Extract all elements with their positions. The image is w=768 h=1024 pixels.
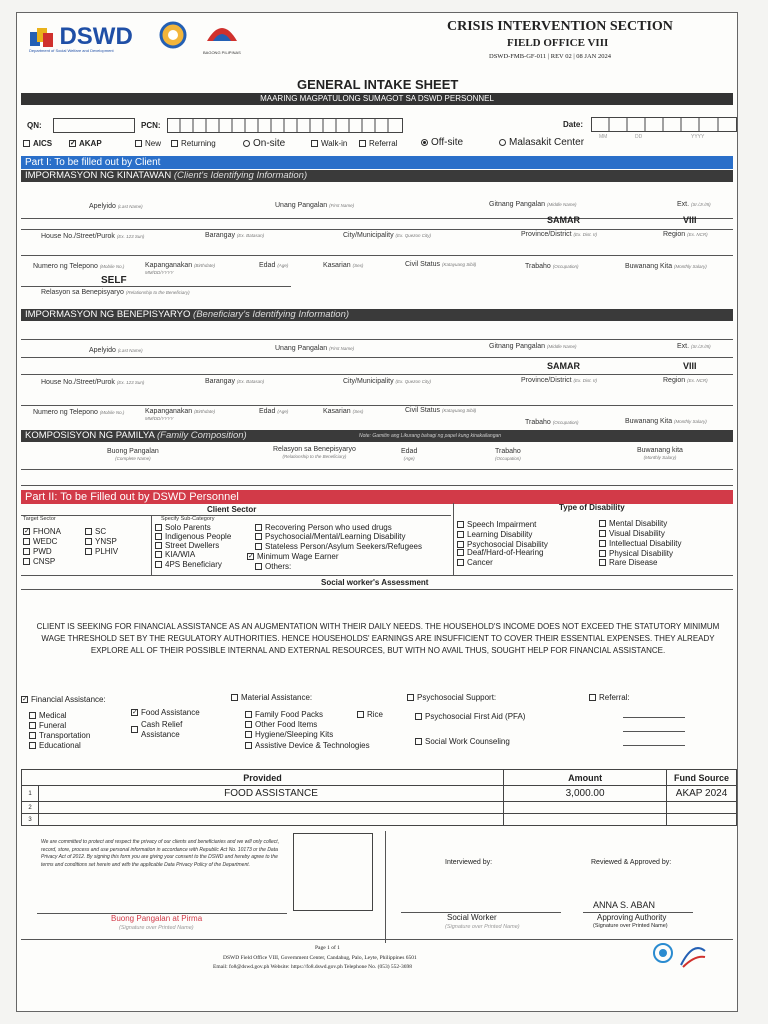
ben-ext-label: Ext. (Sr./Jr./III) (677, 343, 711, 350)
ben-sex-label: Kasarian (Sex) (323, 408, 364, 415)
disability-rare[interactable]: Rare Disease (599, 558, 657, 567)
table-row (22, 814, 737, 826)
onsite-radio[interactable]: On-site (243, 138, 285, 149)
provided-amount[interactable] (504, 814, 667, 826)
client-phone-label: Numero ng Telepono (Mobile No.) (33, 263, 125, 270)
subcat-stateless[interactable]: Stateless Person/Asylum Seekers/Refugees (255, 542, 422, 551)
table-row (22, 802, 737, 814)
iso-certification-icon (651, 943, 675, 974)
ben-city-label: City/Municipality (Ex. Quezon City) (343, 378, 432, 385)
fa-cash-relief[interactable]: Cash Relief Assistance (131, 720, 182, 740)
family-bar: KOMPOSISYON NG PAMILYA (Family Composition) Note: Gamitin ang Likurang bahagi ng papel kung kinakailangan (21, 430, 733, 442)
client-first-label: Unang Pangalan (First Name) (275, 202, 355, 209)
page-number: Page 1 of 1 (315, 945, 340, 951)
subcat-street-dwellers[interactable]: Street Dwellers (155, 541, 219, 550)
qn-label: QN: (27, 121, 42, 130)
title-bar: MAARING MAGPATULONG SUMAGOT SA DSWD PERSONNEL (21, 93, 733, 105)
footer-contact: Email: fo8@dswd.gov.ph Website: https://fo8.dswd.gov.ph Telephone No. (053) 552-3698 (213, 964, 413, 970)
row-number: 2 (22, 802, 39, 814)
client-signature-label: Buong Pangalan at Pirma (111, 914, 203, 923)
beneficiary-info-bar: IMPORMASYON NG BENEPISYARYO (Beneficiary's Identifying Information) (21, 309, 733, 321)
referral-checkbox[interactable]: Referral (359, 139, 397, 148)
dswd-logo-sub: Department of Social Welfare and Development (29, 48, 114, 53)
sector-wedc[interactable]: WEDC (23, 537, 57, 546)
fa-transportation[interactable]: Transportation (29, 731, 90, 740)
disability-physical[interactable]: Physical Disability (599, 549, 673, 558)
reviewed-by-label: Reviewed & Approved by: (591, 859, 672, 866)
bagong-pilipinas-logo (203, 21, 241, 55)
referral-assistance-checkbox[interactable]: Referral: (589, 693, 630, 702)
footer-address: DSWD Field Office VIII, Government Center, Candahug, Palo, Leyte, Philippines 6501 (223, 955, 417, 961)
ben-region-label: Region (Ex. NCR) (663, 377, 708, 384)
ps-pfa[interactable]: Psychosocial First Aid (PFA) (415, 712, 525, 721)
subcat-4ps[interactable]: 4PS Beneficiary (155, 560, 222, 569)
ben-age-label: Edad (Age) (259, 408, 289, 415)
ps-counseling[interactable]: Social Work Counseling (415, 737, 510, 746)
client-work-label: Trabaho (Occupation) (525, 263, 579, 270)
referral-line-1[interactable] (623, 717, 685, 718)
client-brgy-label: Barangay (Ex. Batasan) (205, 232, 265, 239)
provided-amount[interactable]: 3,000.00 (504, 786, 667, 802)
client-civil-label: Civil Status (Katayuang Sibil) (405, 261, 477, 268)
date-hint-dd: DD (635, 134, 643, 140)
disability-visual[interactable]: Visual Disability (599, 529, 665, 538)
client-sector-title: Client Sector (207, 505, 257, 514)
provided-fund[interactable]: AKAP 2024 (667, 786, 737, 802)
client-relation-label: Relasyon sa Benepisyaryo (Relationship to the Beneficiary) (41, 289, 190, 296)
sector-cnsp[interactable]: CNSP (23, 557, 55, 566)
privacy-notice: We are committed to protect and respect the privacy of our clients and beneficiaries and we will only collect, record, store, process and use personal information in accordance with Republic Act No. 10173 or the Data Privacy Act of 2012. By signing this form you are giving your consent to the DSWD and hereby agree to the terms and conditions set herein and with the applicable Data Privacy Policy of the Department. (41, 839, 280, 868)
date-label: Date: (563, 120, 584, 129)
client-age-label: Edad (Age) (259, 262, 289, 269)
photo-box[interactable] (293, 833, 373, 911)
form-code: DSWD-FMB-GF-011 | REV 02 | 08 JAN 2024 (489, 53, 611, 60)
family-col-work: Trabaho (Occupation) (495, 448, 521, 461)
client-region-value: VIII (683, 215, 697, 225)
disability-intellectual[interactable]: Intellectual Disability (599, 539, 681, 548)
client-last-label: Apelyido (Last Name) (89, 203, 143, 210)
date-hint-yyyy: YYYY (691, 134, 705, 140)
provided-fund[interactable] (667, 814, 737, 826)
badge-sub: BAGONG PILIPINAS (203, 50, 241, 55)
material-assistance-checkbox[interactable]: Material Assistance: (231, 693, 312, 702)
family-col-relation: Relasyon sa Benepisyaryo (Relationship to the Beneficiary) (273, 446, 356, 459)
psychosocial-support-checkbox[interactable]: Psychosocial Support: (407, 693, 496, 702)
sector-plhiv[interactable]: PLHIV (85, 547, 118, 556)
ben-house-label: House No./Street/Purok (Ex. 123 Sun) (41, 379, 145, 386)
approver-name: ANNA S. ABAN (593, 900, 656, 910)
provided-item[interactable]: FOOD ASSISTANCE (39, 786, 504, 802)
disability-type-title: Type of Disability (559, 503, 625, 512)
part2-bar: Part II: To be Filled out by DSWD Personnel (21, 490, 733, 504)
akap-checkbox[interactable]: ✓ AKAP (69, 139, 102, 148)
subcat-minimum-wage[interactable]: ✓Minimum Wage Earner (247, 552, 339, 561)
field-office: FIELD OFFICE VIII (507, 37, 609, 49)
dswd-logo (29, 23, 133, 53)
section-title: CRISIS INTERVENTION SECTION (447, 19, 673, 34)
client-city-label: City/Municipality (Ex. Quezon City) (343, 232, 432, 239)
assessment-text: CLIENT IS SEEKING FOR FINANCIAL ASSISTANCE AS AN AUGMENTATION WITH THEIR DAILY NEEDS. THE HOUSEHOLD'S INCOME DOES NOT EXCEED THE STATUTORY MINIMUM WAGE THRESHOLD SET BY THE REGULATORY AUTHORITIES. HENCE HOUSEHOLDS' EARNINGS ARE INSUFFICIENT TO COVER THEIR ESSENTIAL EXPENSES. THEY ALREADY EXPLORE ALL OF THEIR POSSIBLE INTERNAL AND EXTERNAL RESOURCES, BUT WITH NO AVAIL THUS, SOUGHT HELP FOR FINANCIAL ASSISTANCE. (36, 622, 720, 655)
client-sex-label: Kasarian (Sex) (323, 262, 364, 269)
ma-other-food[interactable]: Other Food Items (245, 720, 317, 729)
provided-amount[interactable] (504, 802, 667, 814)
ben-middle-label: Gitnang Pangalan (Middle Name) (489, 343, 577, 350)
fa-medical[interactable]: Medical (29, 711, 67, 720)
family-col-name: Buong Pangalan (Complete Name) (107, 448, 159, 461)
ben-first-label: Unang Pangalan (First Name) (275, 345, 355, 352)
sector-pwd[interactable]: PWD (23, 547, 52, 556)
disability-deaf[interactable]: Deaf/Hard-of-Hearing (457, 548, 543, 557)
returning-checkbox[interactable]: Returning (171, 139, 216, 148)
provided-fund[interactable] (667, 802, 737, 814)
ben-province-value: SAMAR (547, 361, 580, 371)
client-signature-sub: (Signature over Printed Name) (119, 925, 194, 931)
walkin-checkbox[interactable]: Walk-in (311, 139, 347, 148)
col-provided: Provided (22, 770, 504, 786)
provided-table (21, 769, 737, 826)
client-info-bar: IMPORMASYON NG KINATAWAN (Client's Identifying Information) (21, 170, 733, 182)
provided-item[interactable] (39, 802, 504, 814)
dswd-logo-text: DSWD (59, 23, 133, 50)
seal-icon (159, 21, 187, 56)
ma-rice[interactable]: Rice (357, 710, 383, 719)
ben-brgy-label: Barangay (Ex. Batasan) (205, 378, 265, 385)
col-amount: Amount (504, 770, 667, 786)
pcn-field[interactable] (167, 118, 403, 138)
fa-funeral[interactable]: Funeral (29, 721, 66, 730)
table-row (22, 786, 737, 802)
date-field[interactable] (591, 117, 737, 137)
client-middle-label: Gitnang Pangalan (Middle Name) (489, 201, 577, 208)
client-ext-label: Ext. (Sr./Jr./III) (677, 201, 711, 208)
ben-region-value: VIII (683, 361, 697, 371)
approver-sub: (Signature over Printed Name) (593, 923, 668, 929)
offsite-radio[interactable]: Off-site (421, 137, 463, 148)
disability-mental[interactable]: Mental Disability (599, 519, 667, 528)
subcat-solo-parents[interactable]: Solo Parents (155, 523, 211, 532)
interviewed-by-label: Interviewed by: (445, 859, 493, 866)
client-house-label: House No./Street/Purok (Ex. 123 Sun) (41, 233, 145, 240)
sector-fhona[interactable]: ✓FHONA (23, 527, 61, 536)
client-province-value: SAMAR (547, 215, 580, 225)
assessment-title: Social worker's Assessment (321, 578, 429, 587)
disability-speech[interactable]: Speech Impairment (457, 520, 536, 529)
subcat-kia-wia[interactable]: KIA/WIA (155, 550, 195, 559)
family-col-age: Edad (Age) (401, 448, 418, 461)
social-worker-sub: (Signature over Printed Name) (445, 924, 520, 930)
ben-income-label: Buwanang Kita (Monthly Salary) (625, 418, 707, 425)
client-income-label: Buwanang Kita (Monthly Salary) (625, 263, 707, 270)
ma-assistive[interactable]: Assistive Device & Technologies (245, 741, 370, 750)
client-relation-value: SELF (101, 275, 127, 286)
date-hint-mm: MM (599, 134, 608, 140)
disability-psychosocial[interactable]: Psychosocial Disability (457, 540, 548, 549)
ben-civil-label: Civil Status (Katayuang Sibil) (405, 407, 477, 414)
ben-work-label: Trabaho (Occupation) (525, 419, 579, 426)
dswd-emblem-icon (29, 26, 55, 48)
bagong-pilipinas-icon (205, 21, 239, 45)
financial-assistance-checkbox[interactable]: ✓Financial Assistance: (21, 695, 106, 704)
row-number: 1 (22, 786, 39, 802)
intake-sheet (16, 12, 738, 1012)
provided-item[interactable] (39, 814, 504, 826)
form-title: GENERAL INTAKE SHEET (297, 77, 459, 92)
disability-learning[interactable]: Learning Disability (457, 530, 532, 539)
sector-sc[interactable]: SC (85, 527, 106, 536)
fa-educational[interactable]: Educational (29, 741, 81, 750)
approver-label: Approving Authority (597, 913, 667, 922)
sector-ynsp[interactable]: YNSP (85, 537, 117, 546)
fa-food[interactable]: ✓Food Assistance (131, 708, 200, 717)
family-col-income: Buwanang kita (Monthly Salary) (637, 447, 683, 460)
new-checkbox[interactable]: New (135, 139, 161, 148)
qn-field[interactable] (53, 118, 135, 133)
ma-hygiene[interactable]: Hygiene/Sleeping Kits (245, 730, 333, 739)
ma-family-food[interactable]: Family Food Packs (245, 710, 323, 719)
subcat-indigenous[interactable]: Indigenous People (155, 532, 231, 541)
target-sector-label: Target Sector (23, 516, 56, 522)
part1-bar: Part I: To be filled out by Client (21, 156, 733, 169)
ben-bday-label: Kapanganakan (Birthdate) MM/DD/YYYY (145, 408, 216, 421)
subcat-recovering[interactable]: Recovering Person who used drugs (255, 523, 392, 532)
social-worker-label: Social Worker (447, 913, 497, 922)
referral-line-2[interactable] (623, 731, 685, 732)
client-region-label: Region (Ex. NCR) (663, 231, 708, 238)
client-bday-label: Kapanganakan (Birthdate) MM/DD/YYYY (145, 262, 216, 275)
subcat-others[interactable]: Others: (255, 562, 291, 571)
ben-last-label: Apelyido (Last Name) (89, 347, 143, 354)
disability-cancer[interactable]: Cancer (457, 558, 493, 567)
malasakit-radio[interactable]: Malasakit Center (499, 137, 584, 148)
ben-prov-label: Province/District (Ex. Dist. II) (521, 377, 598, 384)
pcn-label: PCN: (141, 121, 161, 130)
aics-checkbox[interactable]: AICS (23, 139, 52, 148)
subcat-psychosocial[interactable]: Psychosocial/Mental/Learning Disability (255, 532, 406, 541)
ben-phone-label: Numero ng Telepono (Mobile No.) (33, 409, 125, 416)
client-prov-label: Province/District (Ex. Dist. II) (521, 231, 598, 238)
certification-badge-icon (679, 943, 707, 974)
sub-category-label: Specify Sub-Category (161, 516, 215, 522)
row-number: 3 (22, 814, 39, 826)
referral-line-3[interactable] (623, 745, 685, 746)
col-fund: Fund Source (667, 770, 737, 786)
